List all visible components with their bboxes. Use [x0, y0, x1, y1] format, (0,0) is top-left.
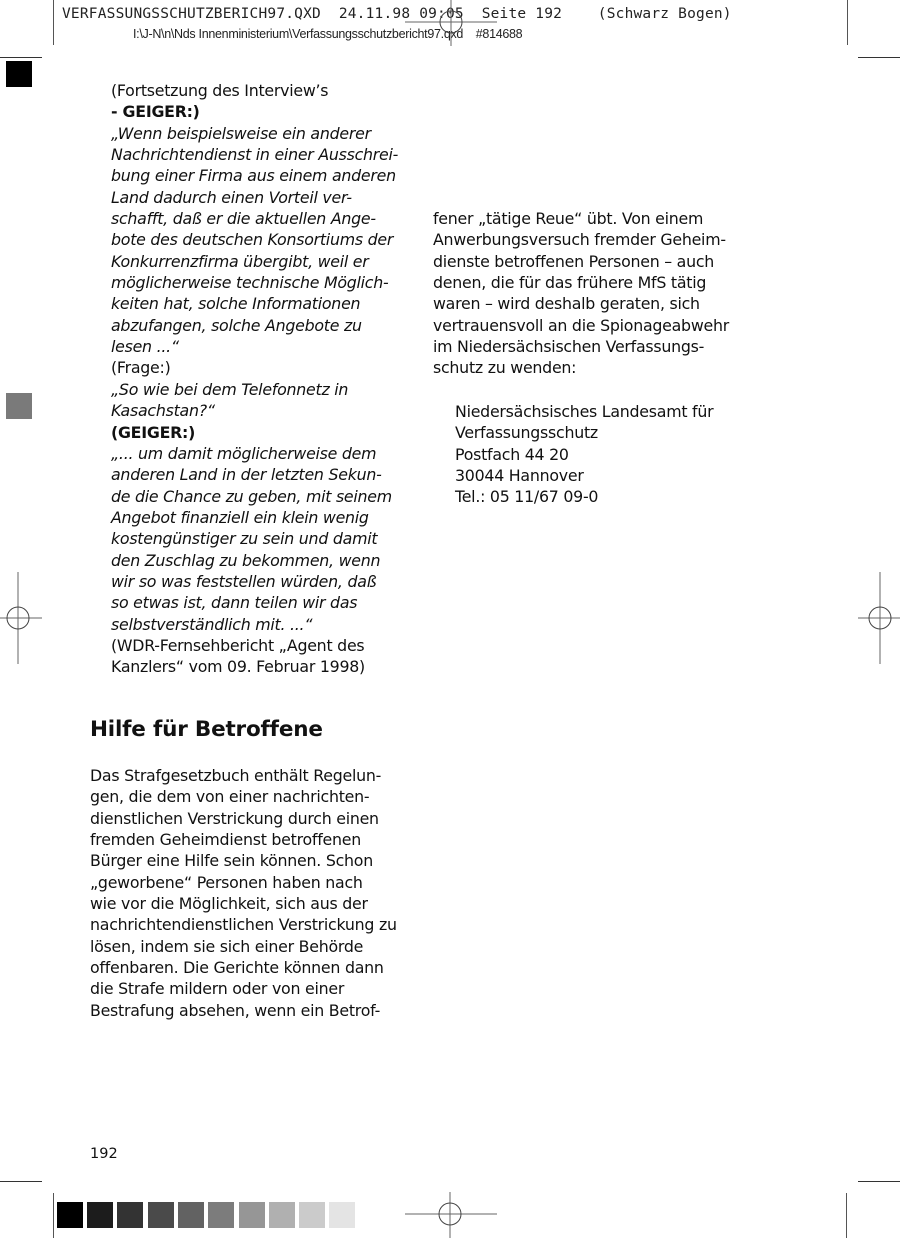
body-line: dienstlichen Verstrickung durch einen	[90, 808, 379, 828]
body-line: Das Strafgesetzbuch enthält Regelun-	[90, 766, 382, 785]
registration-mark-left-icon	[0, 572, 42, 664]
body-line: gen, die dem von einer nachrichten-	[90, 787, 370, 807]
body-line: dienste betroffenen Personen – auch	[433, 251, 715, 271]
interview-line: den Zuschlag zu bekommen, wenn	[111, 550, 381, 570]
interview-speaker: - GEIGER:)	[111, 102, 200, 122]
body-line: fener „tätige Reue“ übt. Von einem	[433, 209, 704, 228]
gray-swatch	[87, 1202, 113, 1228]
interview-line: „Wenn beispielsweise ein anderer	[111, 123, 371, 143]
body-line: offenbaren. Die Gerichte können dann	[90, 958, 384, 978]
interview-line: anderen Land in der letzten Sekun-	[111, 465, 382, 485]
page-number: 192	[90, 1146, 118, 1162]
interview-line: Kasachstan?“	[111, 401, 215, 421]
gray-swatch	[208, 1202, 234, 1228]
gray-swatch	[178, 1202, 204, 1228]
body-line: waren – wird deshalb geraten, sich	[433, 294, 700, 314]
interview-question-label: (Frage:)	[111, 358, 171, 378]
gray-swatch	[269, 1202, 295, 1228]
gray-swatch	[148, 1202, 174, 1228]
crop-mark-top-left-horizontal	[0, 57, 42, 58]
crop-mark-bottom-left-horizontal	[0, 1181, 42, 1182]
crop-mark-top-right-vertical	[847, 0, 848, 45]
interview-line: Angebot finanziell ein klein wenig	[111, 507, 369, 527]
interview-line: kostengünstiger zu sein und damit	[111, 529, 378, 549]
interview-line: wir so was feststellen würden, daß	[111, 571, 377, 591]
interview-line: Nachrichtendienst in einer Ausschrei-	[111, 145, 399, 165]
interview-line: selbstverständlich mit. ...“	[111, 614, 313, 634]
body-line: die Strafe mildern oder von einer	[90, 979, 345, 999]
interview-line: „So wie bei dem Telefonnetz in	[111, 379, 349, 399]
body-line: schutz zu wenden:	[433, 358, 577, 378]
thumb-tab-gray	[6, 393, 32, 419]
body-paragraph-left	[90, 765, 410, 1021]
interview-line: „... um damit möglicherweise dem	[111, 443, 377, 463]
crop-mark-top-left-vertical	[53, 0, 54, 45]
registration-mark-bottom-icon	[405, 1192, 497, 1238]
interview-line: bung einer Firma aus einem anderen	[111, 166, 396, 186]
address-organization: Niedersächsisches Landesamt für	[455, 402, 714, 421]
body-line: „geworbene“ Personen haben nach	[90, 872, 363, 892]
file-path-line: I:\J-N\n\Nds Innenministerium\Verfassungsschutzbericht97.qxd #814688	[133, 27, 523, 41]
gray-swatch	[299, 1202, 325, 1228]
interview-line: Land dadurch einen Vorteil ver-	[111, 187, 352, 207]
source-citation: (WDR-Fernsehbericht „Agent des	[111, 635, 365, 655]
interview-line: (Fortsetzung des Interview’s	[111, 81, 329, 100]
registration-mark-right-icon	[858, 572, 900, 664]
section-heading: Hilfe für Betroffene	[90, 717, 323, 742]
body-line: nachrichtendienstlichen Verstrickung zu	[90, 915, 397, 935]
body-paragraph-right	[433, 208, 743, 379]
address-po-box: Postfach 44 20	[455, 444, 569, 464]
interview-line: keiten hat, solche Informationen	[111, 294, 361, 314]
source-citation: Kanzlers“ vom 09. Februar 1998)	[111, 657, 365, 677]
interview-speaker: (GEIGER:)	[111, 422, 196, 442]
address-organization-cont: Verfassungsschutz	[455, 423, 598, 443]
gray-swatch	[239, 1202, 265, 1228]
crop-mark-bottom-left-vertical	[53, 1193, 54, 1238]
crop-mark-bottom-right-horizontal	[858, 1181, 900, 1182]
interview-line: schafft, daß er die aktuellen Ange-	[111, 209, 376, 229]
interview-line: möglicherweise technische Möglich-	[111, 273, 389, 293]
registration-mark-top-icon	[405, 0, 497, 46]
body-line: denen, die für das frühere MfS tätig	[433, 273, 707, 293]
interview-line: abzufangen, solche Angebote zu	[111, 315, 362, 335]
body-line: vertrauensvoll an die Spionageabwehr	[433, 315, 729, 335]
interview-line: bote des deutschen Konsortiums der	[111, 230, 394, 250]
crop-mark-bottom-right-vertical	[846, 1193, 847, 1238]
address-city: 30044 Hannover	[455, 466, 584, 486]
gray-swatch	[117, 1202, 143, 1228]
body-line: fremden Geheimdienst betroffenen	[90, 830, 361, 850]
interview-line: lesen ...“	[111, 337, 179, 357]
body-line: Anwerbungsversuch fremder Geheim-	[433, 230, 726, 250]
interview-line: de die Chance zu geben, mit seinem	[111, 486, 392, 506]
interview-line: so etwas ist, dann teilen wir das	[111, 593, 358, 613]
body-line: Bestrafung absehen, wenn ein Betrof-	[90, 1000, 381, 1020]
address-phone: Tel.: 05 11/67 09-0	[455, 487, 599, 507]
body-line: Bürger eine Hilfe sein können. Schon	[90, 851, 373, 871]
body-line: wie vor die Möglichkeit, sich aus der	[90, 894, 368, 914]
crop-mark-top-right-horizontal	[858, 57, 900, 58]
body-line: im Niedersächsischen Verfassungs-	[433, 337, 705, 357]
interview-line: Konkurrenzfirma übergibt, weil er	[111, 251, 369, 271]
slug-line: VERFASSUNGSSCHUTZBERICH97.QXD 24.11.98 09:05 Seite 192 (Schwarz Bogen)	[62, 6, 732, 22]
contact-address-block	[455, 401, 745, 508]
thumb-tab-black	[6, 61, 32, 87]
body-line: lösen, indem sie sich einer Behörde	[90, 936, 364, 956]
gray-swatch	[57, 1202, 83, 1228]
gray-swatch	[329, 1202, 355, 1228]
interview-quote-block	[111, 80, 411, 678]
